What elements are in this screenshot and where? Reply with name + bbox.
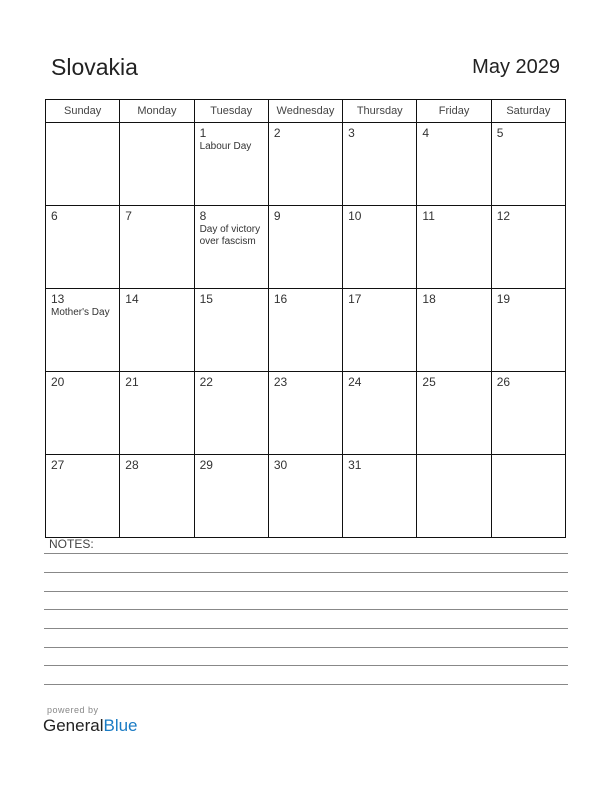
day-number: 4 <box>422 126 430 140</box>
day-number: 20 <box>51 375 65 389</box>
day-cell <box>46 455 120 538</box>
day-cell <box>120 289 194 372</box>
day-cell <box>120 372 194 455</box>
day-number: 25 <box>422 375 436 389</box>
weekday-monday: Monday <box>120 100 194 123</box>
empty-day-cell <box>491 455 565 538</box>
day-number: 14 <box>125 292 139 306</box>
note-line <box>44 665 568 666</box>
powered-by-text: powered by <box>47 705 99 715</box>
note-line <box>44 647 568 648</box>
day-number: 1 <box>199 126 207 140</box>
calendar-month-year: May 2029 <box>472 56 560 78</box>
day-number: 26 <box>496 375 511 389</box>
day-number: 24 <box>348 375 362 389</box>
day-number: 21 <box>125 375 139 389</box>
day-cell <box>417 372 491 455</box>
week-row <box>46 455 566 538</box>
day-number: 6 <box>51 209 58 223</box>
day-cell <box>268 289 342 372</box>
week-row <box>46 123 566 206</box>
week-row <box>46 206 566 289</box>
day-cell <box>343 289 417 372</box>
note-line <box>44 628 568 629</box>
day-cell <box>491 289 565 372</box>
generalblue-logo <box>43 716 138 736</box>
day-cell <box>194 206 268 289</box>
day-cell <box>268 123 342 206</box>
day-cell <box>343 123 417 206</box>
day-number: 3 <box>348 126 355 140</box>
brand-blue: Blue <box>103 716 138 735</box>
day-cell <box>46 372 120 455</box>
holiday-label: Day of victory over fascism <box>199 224 261 247</box>
day-number: 11 <box>422 209 435 223</box>
day-number: 9 <box>273 209 281 223</box>
note-line <box>44 572 568 573</box>
day-cell <box>46 206 120 289</box>
note-line <box>44 553 568 554</box>
day-number: 22 <box>199 375 213 389</box>
day-cell <box>268 455 342 538</box>
day-cell <box>417 289 491 372</box>
day-cell <box>268 206 342 289</box>
weekday-thursday: Thursday <box>343 100 417 123</box>
weekday-header-row <box>46 100 566 123</box>
empty-day-cell <box>417 455 491 538</box>
day-number: 30 <box>273 458 288 472</box>
day-cell <box>120 206 194 289</box>
day-cell <box>46 289 120 372</box>
day-number: 23 <box>273 375 288 389</box>
note-line <box>44 609 568 610</box>
day-number: 12 <box>496 209 511 223</box>
day-number: 17 <box>348 292 362 306</box>
notes-label: NOTES: <box>49 537 94 551</box>
week-row <box>46 289 566 372</box>
day-cell <box>194 289 268 372</box>
day-number: 10 <box>348 209 362 223</box>
day-cell <box>343 455 417 538</box>
week-row <box>46 372 566 455</box>
day-number: 16 <box>273 292 288 306</box>
day-number: 8 <box>199 209 207 223</box>
brand-general: General <box>43 716 104 735</box>
day-cell <box>417 206 491 289</box>
day-cell <box>268 372 342 455</box>
weekday-sunday: Sunday <box>46 100 120 123</box>
holiday-label: Labour Day <box>199 141 252 152</box>
day-cell <box>417 123 491 206</box>
day-cell <box>120 455 194 538</box>
weekday-friday: Friday <box>417 100 491 123</box>
note-line <box>44 684 568 685</box>
day-number: 7 <box>125 209 132 223</box>
day-cell <box>194 372 268 455</box>
day-cell <box>343 372 417 455</box>
day-cell <box>491 206 565 289</box>
weekday-tuesday: Tuesday <box>194 100 268 123</box>
day-number: 27 <box>51 458 65 472</box>
empty-day-cell <box>46 123 120 206</box>
calendar-country-title: Slovakia <box>51 54 138 80</box>
day-number: 5 <box>496 126 504 140</box>
weekday-saturday: Saturday <box>491 100 565 123</box>
holiday-label: Mother's Day <box>51 307 110 318</box>
day-number: 13 <box>51 292 65 306</box>
day-number: 31 <box>348 458 362 472</box>
day-number: 19 <box>496 292 511 306</box>
day-cell <box>343 206 417 289</box>
weekday-wednesday: Wednesday <box>268 100 342 123</box>
day-number: 2 <box>273 126 281 140</box>
day-number: 28 <box>125 458 139 472</box>
day-cell <box>491 123 565 206</box>
day-cell <box>194 123 268 206</box>
day-number: 29 <box>199 458 213 472</box>
day-number: 15 <box>199 292 213 306</box>
day-cell <box>491 372 565 455</box>
calendar-grid <box>45 99 566 538</box>
day-number: 18 <box>422 292 436 306</box>
empty-day-cell <box>120 123 194 206</box>
day-cell <box>194 455 268 538</box>
note-line <box>44 591 568 592</box>
